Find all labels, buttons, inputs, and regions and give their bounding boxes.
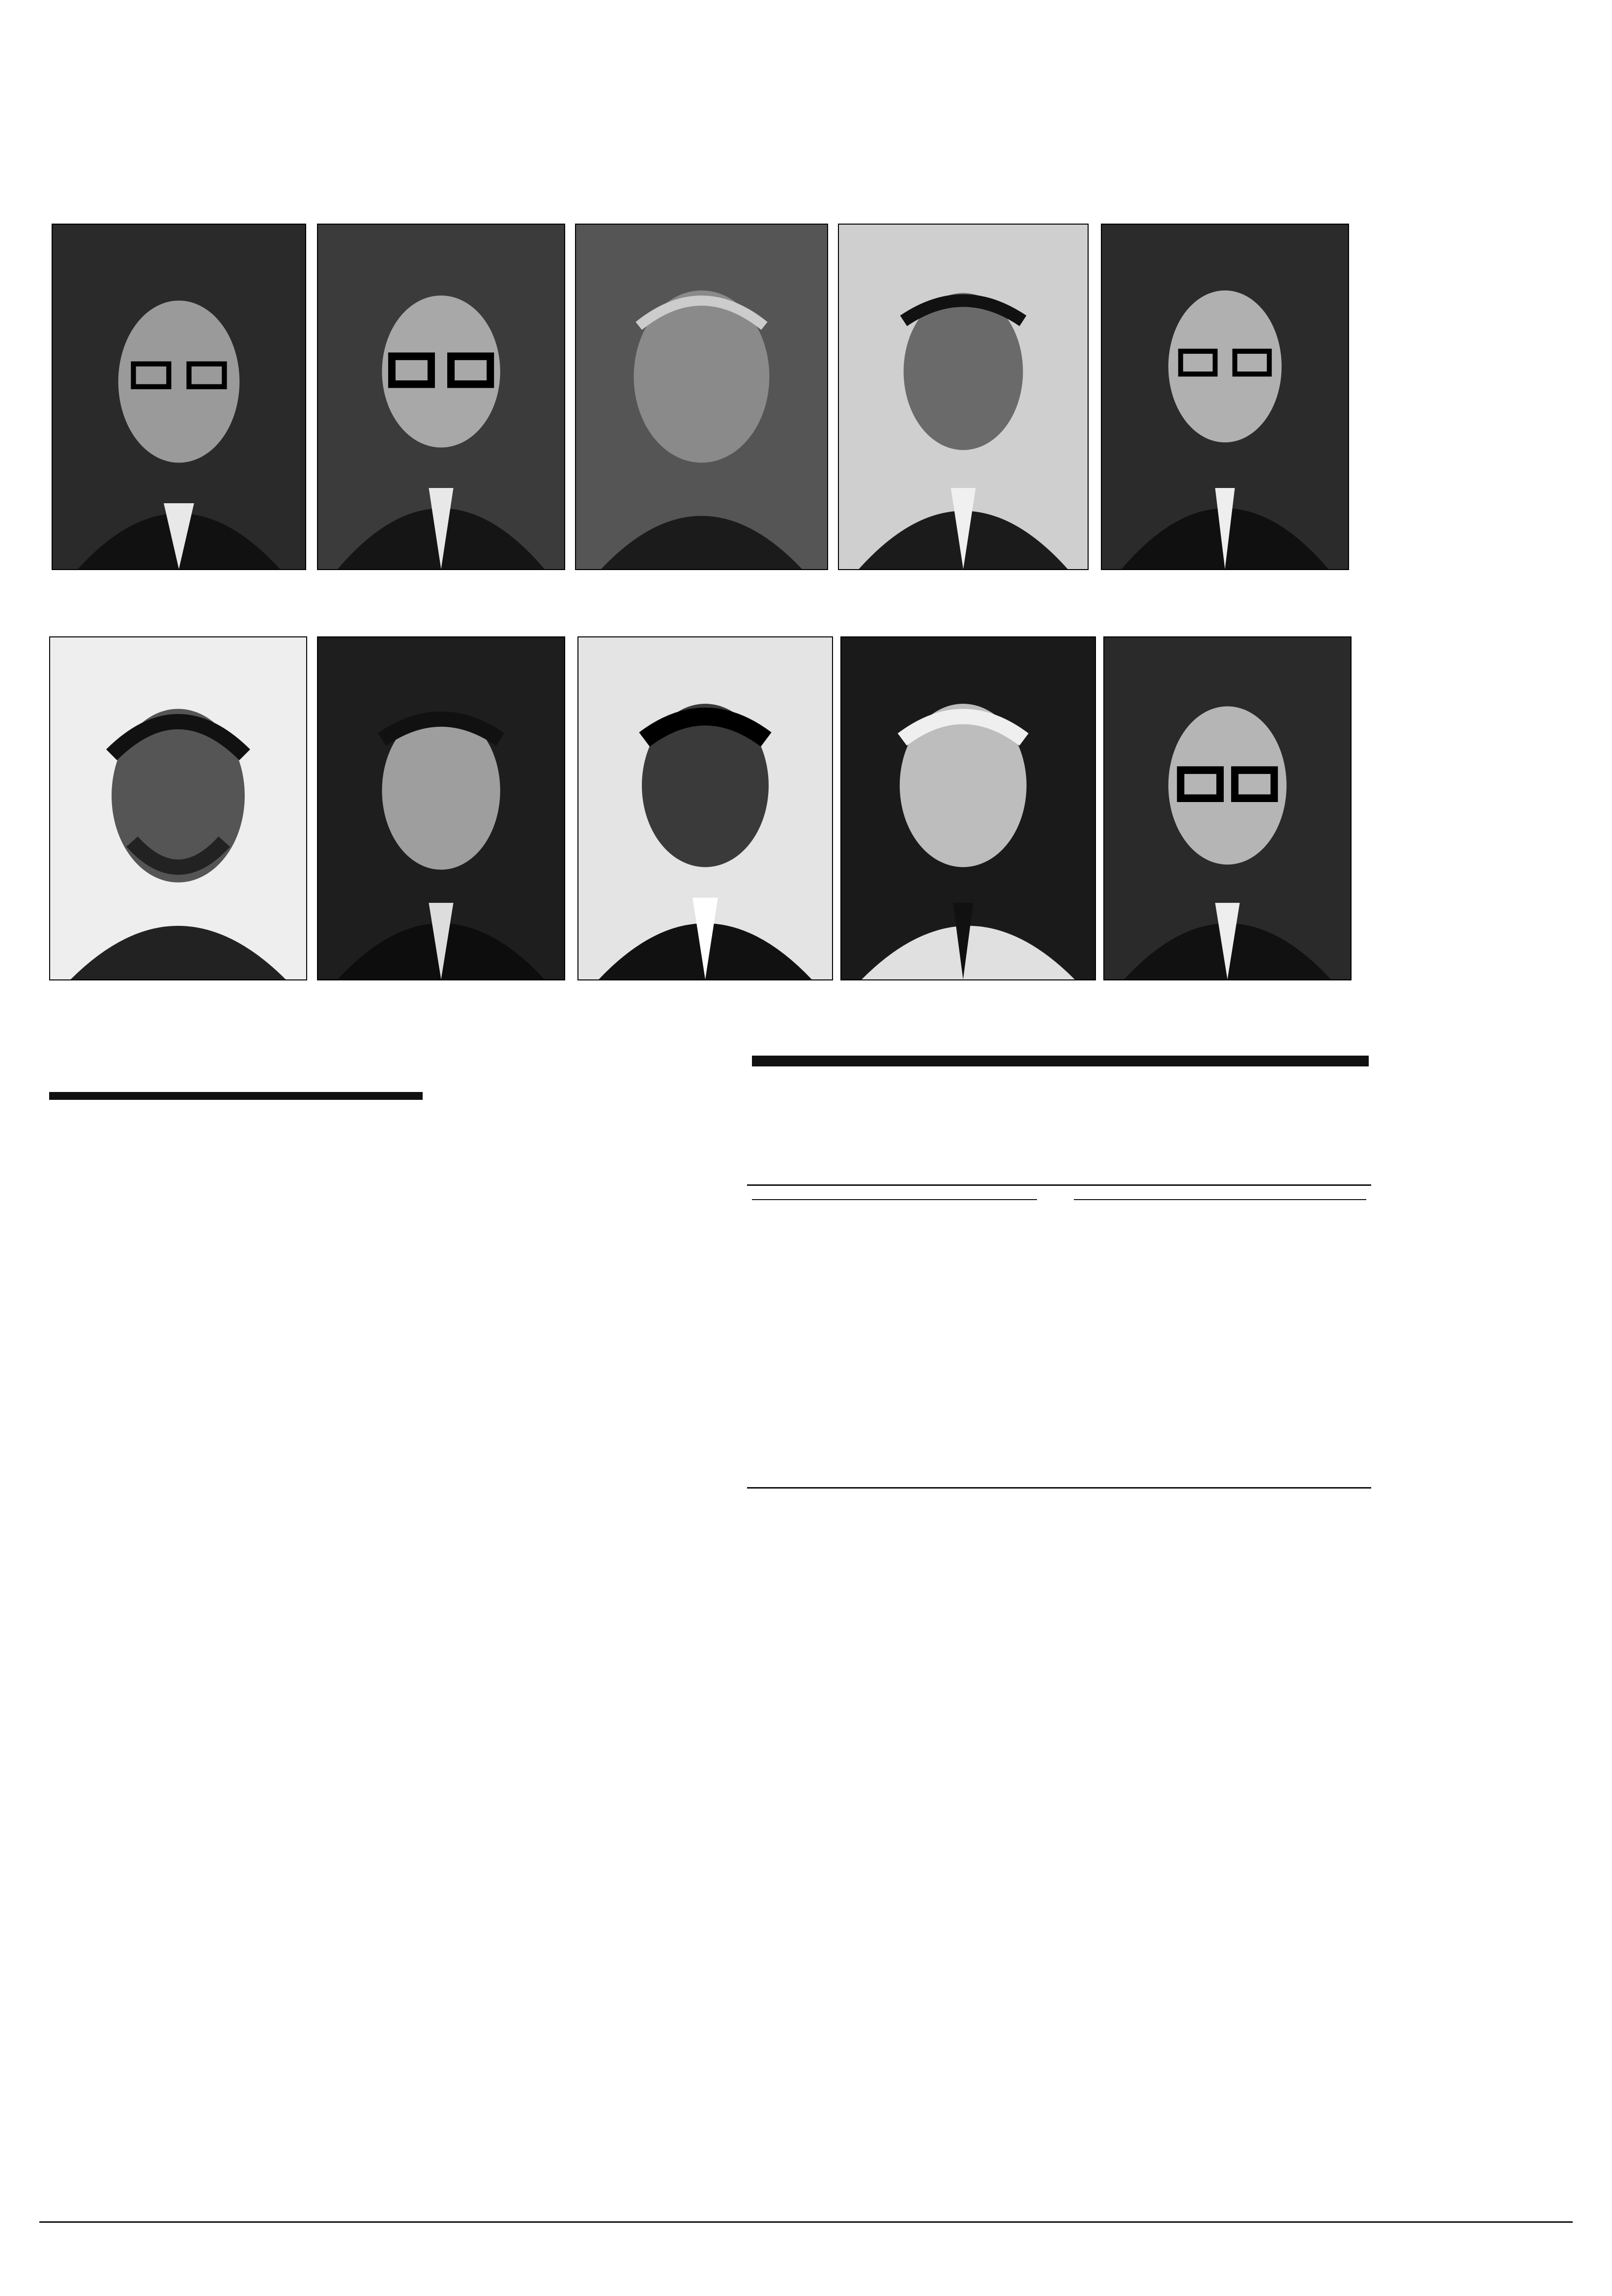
- portrait-photo: [575, 224, 828, 570]
- portrait-photo: [1101, 224, 1349, 570]
- portrait-photo: [317, 636, 565, 980]
- footer-rule: [39, 2221, 1573, 2223]
- table-divider: [747, 1184, 1371, 1186]
- portrait-photo: [838, 224, 1089, 570]
- table-row: [1074, 1199, 1366, 1207]
- portrait-photo: [49, 636, 307, 980]
- table-bottom-rule: [747, 1487, 1371, 1489]
- portrait-photo: [1103, 636, 1352, 980]
- table-top-rule: [752, 1056, 1369, 1066]
- portrait-photo: [52, 224, 306, 570]
- portrait-photo: [317, 224, 565, 570]
- table-left: [752, 1194, 1037, 1207]
- byline-rule: [49, 1092, 423, 1100]
- portrait-photo: [840, 636, 1096, 980]
- table-right: [1074, 1194, 1366, 1207]
- portrait-photo: [577, 636, 833, 980]
- article-column: [49, 1125, 403, 2207]
- table-row: [752, 1199, 1037, 1207]
